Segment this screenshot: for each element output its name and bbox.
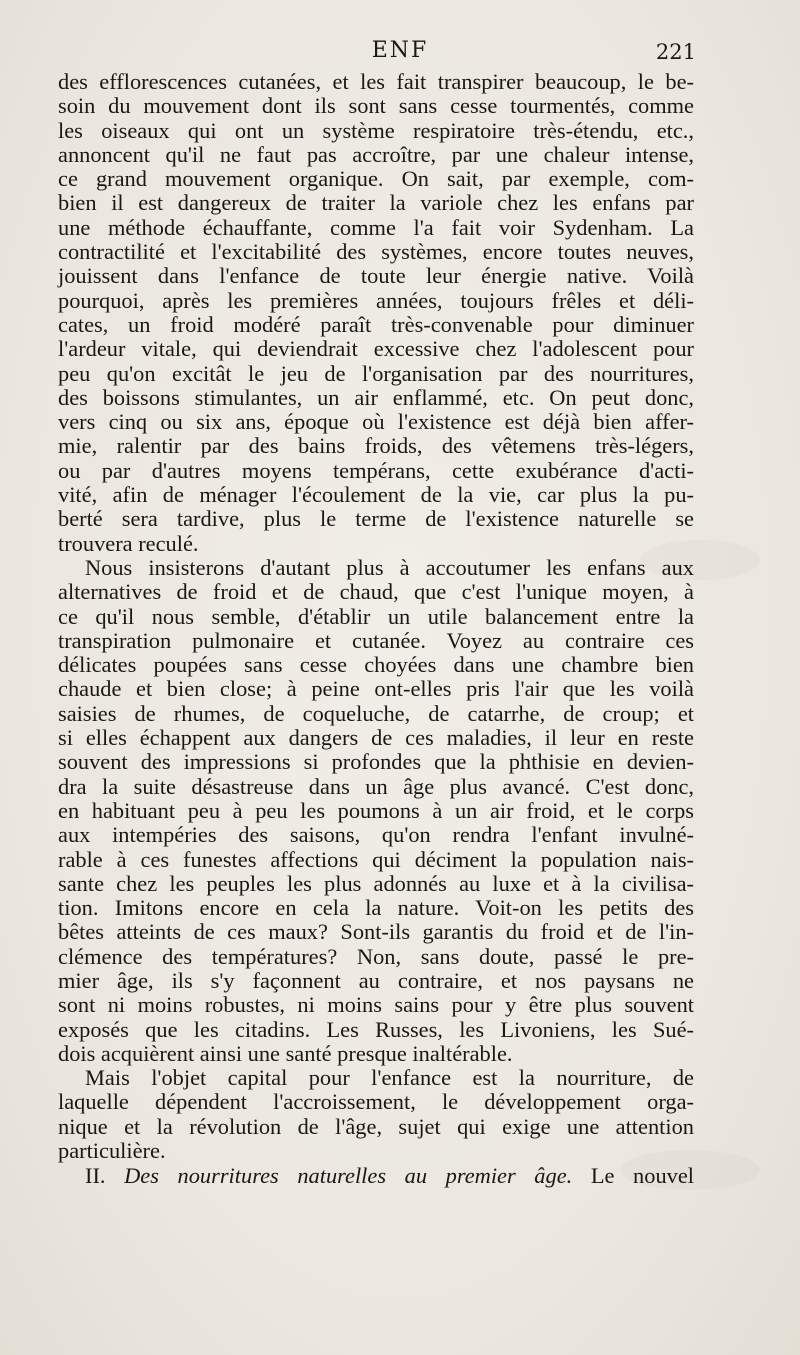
text-line: nique et la révolution de l'âge, sujet qui exige une attention	[58, 1113, 694, 1139]
text-line: des efflorescences cutanées, et les fait transpirer beaucoup, le be-	[58, 69, 694, 94]
text-line: chaude et bien close; à peine ont-elles pris l'air que les voilà	[58, 676, 694, 702]
text-line: sante chez les peuples les plus adonnés au luxe et à la civilisa-	[58, 870, 694, 896]
text-line: contractilité et l'excitabilité des systèmes, encore toutes neuves,	[58, 239, 694, 265]
paragraph	[58, 70, 694, 556]
text-line: saisies de rhumes, de coqueluche, de catarrhe, de croup; et	[58, 700, 694, 726]
text-line: tion. Imitons encore en cela la nature. Voit-on les petits des	[58, 895, 694, 921]
text-line: ce grand mouvement organique. On sait, par exemple, com-	[58, 166, 694, 192]
text-line: cates, un froid modéré paraît très-convenable pour diminuer	[58, 311, 694, 337]
paragraph	[58, 556, 694, 1066]
text-line: souvent des impressions si profondes que la phthisie en devien-	[58, 749, 694, 775]
text-line: ou par d'autres moyens tempérans, cette exubérance d'acti-	[58, 457, 694, 483]
text-line: mier âge, ils s'y façonnent au contraire, et nos paysans ne	[58, 967, 694, 993]
body-text	[58, 70, 694, 1189]
paragraph	[58, 1066, 694, 1163]
text-line: berté sera tardive, plus le terme de l'existence naturelle se	[58, 506, 694, 532]
text-line: dra la suite désastreuse dans un âge plus avancé. C'est donc,	[58, 773, 694, 799]
text-line: sont ni moins robustes, ni moins sains pour y être plus souvent	[58, 992, 694, 1018]
text-line: vité, afin de ménager l'écoulement de la vie, car plus la pu-	[58, 482, 694, 508]
text-line: jouissent dans l'enfance de toute leur énergie native. Voilà	[58, 263, 694, 289]
text-line: alternatives de froid et de chaud, que c'est l'unique moyen, à	[58, 579, 694, 605]
text-line: des boissons stimulantes, un air enflammé, etc. On peut donc,	[58, 384, 694, 410]
text-line: particulière.	[58, 1138, 166, 1164]
section-number: II.	[85, 1163, 106, 1189]
running-title: ENF	[371, 38, 429, 63]
text-line: bêtes atteints de ces maux? Sont-ils garantis du froid et de l'in-	[58, 919, 694, 945]
text-line: Nous insisterons d'autant plus à accoutumer les enfans aux	[85, 554, 694, 580]
section-continuation: Le nouvel	[590, 1163, 694, 1189]
text-line: rable à ces funestes affections qui déciment la population nais-	[58, 846, 694, 872]
text-line: en habituant peu à peu les poumons à un air froid, et le corps	[58, 797, 694, 823]
text-line: peu qu'on excitât le jeu de l'organisation par des nourritures,	[58, 360, 694, 386]
section-heading	[58, 1164, 694, 1188]
section-title: Des nourritures naturelles au premier âge.	[124, 1163, 573, 1189]
text-line: trouvera reculé.	[58, 530, 199, 556]
running-head	[0, 38, 800, 68]
text-line: l'ardeur vitale, qui deviendrait excessive chez l'adolescent pour	[58, 336, 694, 362]
text-line: Mais l'objet capital pour l'enfance est la nourriture, de	[85, 1065, 694, 1091]
text-line: vers cinq ou six ans, époque où l'existence est déjà bien affer-	[58, 409, 694, 435]
text-line: mie, ralentir par des bains froids, des vêtemens très-légers,	[58, 433, 694, 459]
text-line: pourquoi, après les premières années, toujours frêles et déli-	[58, 287, 694, 313]
text-line: clémence des températures? Non, sans doute, passé le pre-	[58, 943, 694, 969]
text-line: aux intempéries des saisons, qu'on rendra l'enfant invulné-	[58, 822, 694, 848]
text-line: ce qu'il nous semble, d'établir un utile balancement entre la	[58, 603, 694, 629]
text-line: si elles échappent aux dangers de ces maladies, il leur en reste	[58, 725, 694, 751]
text-line: une méthode échauffante, comme l'a fait voir Sydenham. La	[58, 214, 694, 240]
text-line: dois acquièrent ainsi une santé presque inaltérable.	[58, 1040, 513, 1066]
page-number: 221	[655, 40, 696, 64]
text-line: soin du mouvement dont ils sont sans cesse tourmentés, comme	[58, 93, 694, 119]
text-line: annoncent qu'il ne faut pas accroître, par une chaleur intense,	[58, 141, 694, 167]
text-line: bien il est dangereux de traiter la variole chez les enfans par	[58, 190, 694, 216]
text-line: laquelle dépendent l'accroissement, le développement orga-	[58, 1089, 694, 1115]
text-line: exposés que les citadins. Les Russes, les Livoniens, les Sué-	[58, 1016, 694, 1042]
text-line: les oiseaux qui ont un système respiratoire très-étendu, etc.,	[58, 117, 694, 143]
text-line: délicates poupées sans cesse choyées dans une chambre bien	[58, 652, 694, 678]
text-line: transpiration pulmonaire et cutanée. Voyez au contraire ces	[58, 627, 694, 653]
